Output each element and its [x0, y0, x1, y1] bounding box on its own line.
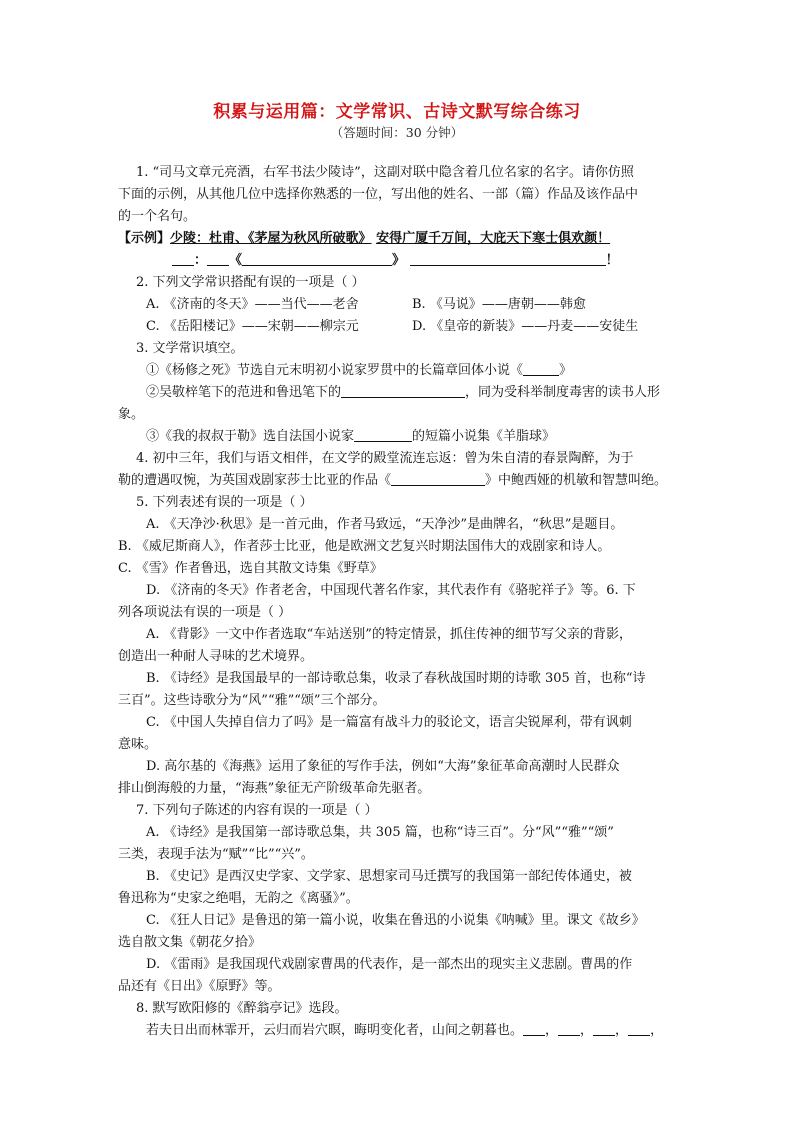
q7-option-b-2: 鲁迅称为“史家之绝唱，无韵之《离骚》”。 — [118, 891, 359, 906]
q3-item-1: ①《杨修之死》节选自元末明初小说家罗贯中的长篇章回体小说《 》 — [146, 363, 573, 378]
q5-option-c: C. 《雪》作者鲁迅，选自其散文诗集《野草》 — [118, 561, 383, 576]
q7-option-b-1: B. 《史记》是西汉史学家、文学家、思想家司马迁撰写的我国第一部纪传体通史，被 — [146, 869, 632, 884]
q1-example-work: 杜甫、《茅屋为秋风所破歌》 — [209, 231, 372, 246]
q8-stem: 8. 默写欧阳修的《醉翁亭记》选段。 — [136, 1001, 348, 1016]
q1-example-quote: 安得广厦千万间，大庇天下寒士俱欢颜！ — [376, 231, 611, 246]
q3-item-2-cont: 象。 — [118, 407, 145, 422]
q2-option-d: D. 《皇帝的新装》——丹麦——安徒生 — [412, 319, 639, 334]
q6-option-c-2: 意味。 — [118, 737, 158, 752]
q7-option-a-1: A. 《诗经》是我国第一部诗歌总集，共 305 篇，也称“诗三百”。分“风”“雅”“颂” — [146, 825, 614, 840]
q1-answer-quote-blank[interactable] — [410, 251, 606, 266]
q1-answer-work-blank[interactable] — [242, 251, 392, 266]
q7-option-d-1: D. 《雷雨》是我国现代戏剧家曹禺的代表作，是一部杰出的现实主义悲剧。曹禺的作 — [146, 957, 633, 972]
q3-item-2: ②吴敬梓笔下的范进和鲁迅笔下的 ，同为受科举制度毒害的读书人形 — [146, 385, 661, 400]
q4-blank[interactable] — [391, 471, 485, 486]
page-subtitle: （答题时间：30 分钟） — [330, 125, 464, 140]
q5-option-b: B. 《威尼斯商人》，作者莎士比亚，他是欧洲文艺复兴时期法国伟大的戏剧家和诗人。 — [118, 539, 611, 554]
q6-option-b-2: 三百”。这些诗歌分为“风”“雅”“颂”三个部分。 — [118, 693, 386, 708]
q1-line-2: 下面的示例，从其他几位中选择你熟悉的一位，写出他的姓名、一部（篇）作品及该作品中 — [118, 187, 639, 202]
q6-option-a-2: 创造出一种耐人寻味的艺术境界。 — [118, 649, 314, 664]
q1-line-1: 1. “司马文章元亮酒，右军书法少陵诗”，这副对联中隐含着几位名家的名字。请你仿照 — [136, 165, 634, 180]
q7-option-d-2: 品还有《日出》《原野》等。 — [118, 979, 281, 994]
q1-answer-line — [172, 250, 752, 271]
q6-stem: 列各项说法有误的一项是（ ） — [118, 605, 292, 620]
q1-example — [118, 228, 698, 249]
q3-item-3-blank[interactable] — [354, 427, 412, 442]
q1-answer-colon: ： — [194, 253, 208, 268]
q1-example-label: 【示例】 — [118, 231, 171, 246]
q3-item-1-blank[interactable] — [523, 361, 559, 376]
q1-answer-name-blank[interactable] — [172, 251, 194, 266]
q8-blank-4[interactable] — [628, 1021, 650, 1036]
q1-answer-end: ！ — [605, 253, 619, 268]
q1-answer-author-blank[interactable] — [207, 251, 229, 266]
q7-option-c-2: 选自散文集《朝花夕拾》 — [118, 935, 262, 950]
q1-example-name: 少陵： — [170, 231, 210, 246]
q8-passage: 若夫日出而林霏开，云归而岩穴暝，晦明变化者，山间之朝暮也。 ， ， ， ， — [146, 1023, 664, 1038]
q2-stem: 2. 下列文学常识搭配有误的一项是（ ） — [136, 275, 365, 290]
q2-option-b: B. 《马说》——唐朝——韩愈 — [412, 297, 586, 312]
q3-item-3: ③《我的叔叔于勒》选自法国小说家 的短篇小说集《羊脂球》 — [146, 429, 556, 444]
q2-option-a: A. 《济南的冬天》——当代——老舍 — [146, 297, 359, 312]
q6-option-b-1: B. 《诗经》是我国最早的一部诗歌总集，收录了春秋战国时期的诗歌 305 首，也称“诗 — [146, 671, 646, 686]
q8-blank-2[interactable] — [558, 1021, 580, 1036]
q1-answer-open: 《 — [229, 253, 243, 268]
q6-option-a-1: A. 《背影》一文中作者选取“车站送别”的特定情景，抓住传神的细节写父亲的背影， — [146, 627, 632, 642]
q5-stem: 5. 下列表述有误的一项是（ ） — [136, 495, 313, 510]
q3-stem: 3. 文学常识填空。 — [136, 341, 244, 356]
q1-line-3: 的一个名句。 — [118, 209, 197, 224]
q4-line-1: 4. 初中三年，我们与语文相伴，在文学的殿堂流连忘返：曾为朱自清的春景陶醉，为于 — [136, 451, 634, 466]
q6-option-d-2: 排山倒海般的力量，“海燕”象征无产阶级革命先驱者。 — [118, 781, 431, 796]
q8-blank-1[interactable] — [523, 1021, 545, 1036]
q1-answer-close: 》 — [392, 253, 406, 268]
q7-option-c-1: C. 《狂人日记》是鲁迅的第一篇小说，收集在鲁迅的小说集《呐喊》里。课文《故乡》 — [146, 913, 645, 928]
q7-stem: 7. 下列句子陈述的内容有误的一项是（ ） — [136, 803, 378, 818]
q6-option-d-1: D. 高尔基的《海燕》运用了象征的写作手法，例如“大海”象征革命高潮时人民群众 — [146, 759, 620, 774]
q5-option-a: A. 《天净沙·秋思》是一首元曲，作者马致远，“天净沙”是曲牌名，“秋思”是题目。 — [146, 517, 624, 532]
page-title: 积累与运用篇：文学常识、古诗文默写综合练习 — [213, 102, 581, 122]
q5-option-d: D. 《济南的冬天》作者老舍，中国现代著名作家，其代表作有《骆驼祥子》等。6. 下 — [146, 583, 636, 598]
q6-option-c-1: C. 《中国人失掉自信力了吗》是一篇富有战斗力的驳论文，语言尖锐犀利，带有讽刺 — [146, 715, 632, 730]
q8-blank-3[interactable] — [593, 1021, 615, 1036]
q3-item-2-blank[interactable] — [341, 383, 465, 398]
q2-option-c: C. 《岳阳楼记》——宋朝——柳宗元 — [146, 319, 359, 334]
q7-option-a-2: 三类，表现手法为“赋”“比”“兴”。 — [118, 847, 314, 862]
q4-line-2: 勒的遭遇叹惋，为英国戏剧家莎士比亚的作品《 》中鲍西娅的机敏和智慧叫绝。 — [118, 473, 668, 488]
